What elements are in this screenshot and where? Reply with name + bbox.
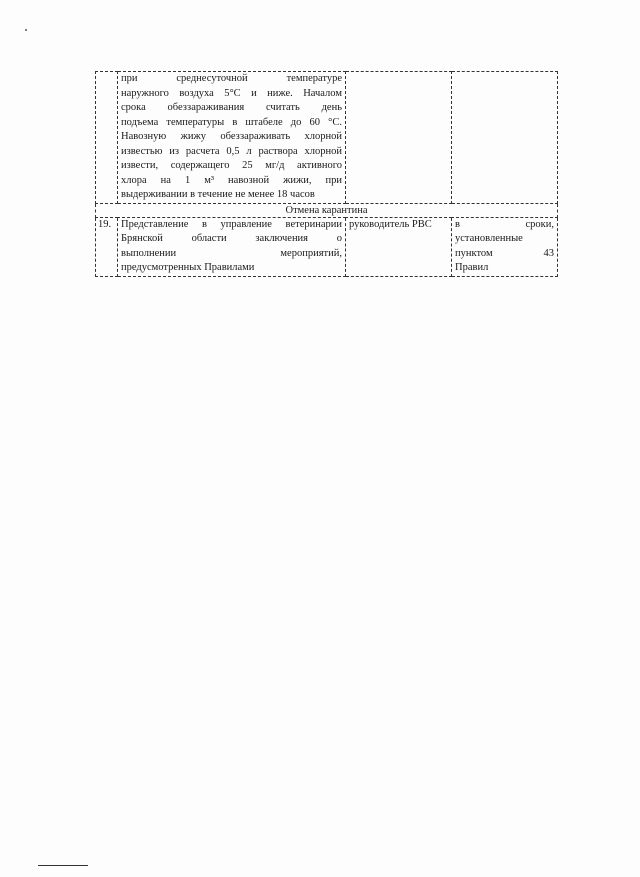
- term-line: в сроки,: [455, 218, 554, 230]
- term-line: установленные: [455, 233, 523, 244]
- cell-term: [452, 217, 558, 276]
- cell-responsible: руководитель РВС: [346, 217, 452, 276]
- measure-line: подъема температуры в штабеле до 60 °С.: [121, 116, 342, 128]
- footer-rule: [38, 865, 88, 866]
- measure-line: наружного воздуха 5°С и ниже. Началом: [121, 87, 342, 99]
- term-line: Правил: [455, 262, 489, 273]
- cell-measure: [118, 72, 346, 204]
- table-row-continuation: [96, 72, 558, 204]
- table-section-heading-row: [96, 203, 558, 217]
- cell-number: [96, 72, 118, 204]
- measures-table: [95, 71, 558, 277]
- measure-line: Представление в управление ветеринарии: [121, 218, 342, 230]
- measure-line: при среднесуточной температуре: [121, 73, 342, 84]
- measure-line: выдерживании в течение не менее 18 часов: [121, 189, 315, 200]
- measure-line: извести, содержащего 25 мг/д активного: [121, 160, 342, 171]
- measure-line: выполнении мероприятий,: [121, 247, 342, 259]
- measure-line: хлора на 1 м³ навозной жижи, при: [121, 174, 342, 186]
- measure-line: известью из расчета 0,5 л раствора хлорной: [121, 145, 342, 157]
- term-line: пунктом 43: [455, 247, 554, 259]
- measure-line: Брянской области заключения о: [121, 233, 342, 244]
- cell-number: 19.: [96, 217, 118, 276]
- measure-line: предусмотренных Правилами: [121, 262, 255, 273]
- scan-speck: [25, 29, 27, 31]
- cell-term: [452, 72, 558, 204]
- measure-line: Навозную жижу обеззараживать хлорной: [121, 131, 342, 142]
- measure-line: срока обеззараживания считать день: [121, 102, 342, 113]
- cell-responsible: [346, 72, 452, 204]
- table-row-19: [96, 217, 558, 276]
- cell-measure: [118, 217, 346, 276]
- section-heading: Отмена карантина: [96, 203, 558, 217]
